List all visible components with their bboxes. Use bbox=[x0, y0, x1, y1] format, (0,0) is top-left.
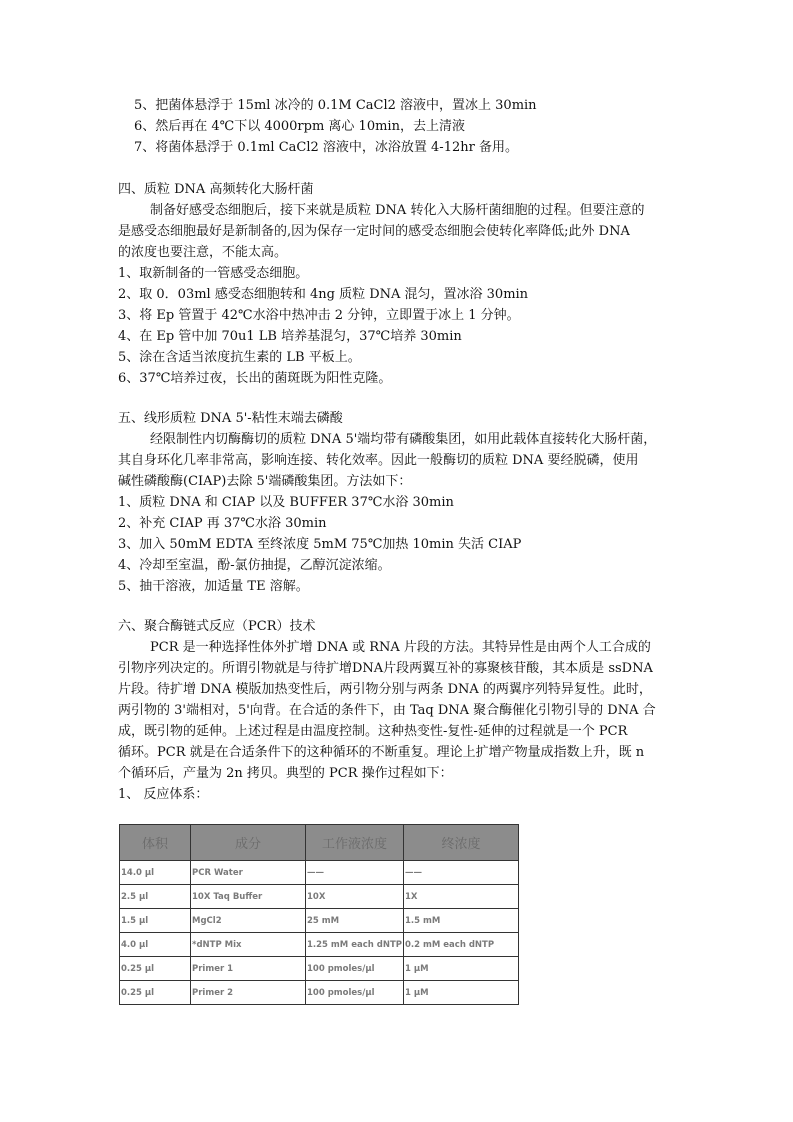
list-item: 5、把菌体悬浮于 15ml 冰冷的 0.1M CaCl2 溶液中，置冰上 30min bbox=[134, 98, 537, 113]
list-item: 6、然后再在 4℃下以 4000rpm 离心 10min，去上清液 bbox=[134, 119, 465, 134]
table-row bbox=[120, 933, 519, 957]
cell-working: 100 pmoles/µl bbox=[306, 981, 404, 1005]
table-row bbox=[120, 861, 519, 885]
cell-volume: 2.5 µl bbox=[120, 885, 191, 909]
cell-component: MgCl2 bbox=[191, 909, 306, 933]
reaction-table bbox=[119, 824, 519, 1005]
table-row bbox=[120, 885, 519, 909]
list-item: 3、加入 50mM EDTA 至终浓度 5mM 75℃加热 10min 失活 CIAP bbox=[118, 537, 522, 552]
list-item: 6、37℃培养过夜，长出的菌斑既为阳性克隆。 bbox=[118, 371, 392, 386]
section-heading: 五、线形质粒 DNA 5'-粘性末端去磷酸 bbox=[118, 411, 343, 426]
paragraph-line: 其自身环化几率非常高，影响连接、转化效率。因此一般酶切的质粒 DNA 要经脱磷，使用 bbox=[118, 453, 639, 468]
cell-volume: 4.0 µl bbox=[120, 933, 191, 957]
header-working-concentration: 工作液浓度 bbox=[306, 825, 404, 861]
list-item: 7、将菌体悬浮于 0.1ml CaCl2 溶液中，冰浴放置 4-12hr 备用。 bbox=[134, 140, 518, 155]
cell-final: 0.2 mM each dNTP bbox=[404, 933, 519, 957]
table-row bbox=[120, 957, 519, 981]
section-heading: 六、聚合酶链式反应（PCR）技术 bbox=[118, 619, 316, 634]
cell-component: PCR Water bbox=[191, 861, 306, 885]
cell-final: 1X bbox=[404, 885, 519, 909]
header-component: 成分 bbox=[191, 825, 306, 861]
list-item: 4、冷却至室温，酚-氯仿抽提，乙醇沉淀浓缩。 bbox=[118, 558, 391, 573]
paragraph-line: 制备好感受态细胞后，接下来就是质粒 DNA 转化入大肠杆菌细胞的过程。但要注意的 bbox=[150, 203, 645, 218]
paragraph-line: 个循环后，产量为 2n 拷贝。典型的 PCR 操作过程如下： bbox=[118, 766, 453, 781]
cell-final: 1 µM bbox=[404, 981, 519, 1005]
list-item: 4、在 Ep 管中加 70u1 LB 培养基混匀，37℃培养 30min bbox=[118, 329, 462, 344]
cell-component: Primer 1 bbox=[191, 957, 306, 981]
cell-volume: 14.0 µl bbox=[120, 861, 191, 885]
list-item: 2、取 0．03ml 感受态细胞转和 4ng 质粒 DNA 混匀，置冰浴 30min bbox=[118, 287, 529, 302]
cell-final: 1.5 mM bbox=[404, 909, 519, 933]
list-item: 3、将 Ep 管置于 42℃水浴中热冲击 2 分钟，立即置于冰上 1 分钟。 bbox=[118, 308, 520, 323]
paragraph-line: 两引物的 3'端相对，5'向背。在合适的条件下，由 Taq DNA 聚合酶催化引物引导的 DNA 合 bbox=[118, 703, 656, 718]
list-item: 1、取新制备的一管感受态细胞。 bbox=[118, 266, 309, 281]
paragraph-line: 是感受态细胞最好是新制备的,因为保存一定时间的感受态细胞会使转化率降低;此外 DNA bbox=[118, 224, 630, 239]
list-item: 1、质粒 DNA 和 CIAP 以及 BUFFER 37℃水浴 30min bbox=[118, 495, 454, 510]
cell-working: 10X bbox=[306, 885, 404, 909]
cell-component: Primer 2 bbox=[191, 981, 306, 1005]
paragraph-line: 的浓度也要注意，不能太高。 bbox=[118, 245, 288, 260]
cell-working: 100 pmoles/µl bbox=[306, 957, 404, 981]
cell-volume: 0.25 µl bbox=[120, 981, 191, 1005]
paragraph-line: 片段。待扩增 DNA 模版加热变性后，两引物分别与两条 DNA 的两翼序列特异复性。此时， bbox=[118, 682, 652, 697]
header-volume: 体积 bbox=[120, 825, 191, 861]
cell-volume: 0.25 µl bbox=[120, 957, 191, 981]
cell-final: —— bbox=[404, 861, 519, 885]
paragraph-line: 引物序列决定的。所谓引物就是与待扩增DNA片段两翼互补的寡聚核苷酸，其本质是 ssDNA bbox=[118, 661, 653, 676]
cell-working: 25 mM bbox=[306, 909, 404, 933]
paragraph-line: 经限制性内切酶酶切的质粒 DNA 5'端均带有磷酸集团，如用此载体直接转化大肠杆菌， bbox=[150, 432, 657, 447]
cell-volume: 1.5 µl bbox=[120, 909, 191, 933]
subheading: 1、 反应体系： bbox=[118, 787, 209, 802]
paragraph-line: PCR 是一种选择性体外扩增 DNA 或 RNA 片段的方法。其特异性是由两个人工合成的 bbox=[150, 640, 651, 655]
section-heading: 四、质粒 DNA 高频转化大肠杆菌 bbox=[118, 182, 314, 197]
list-item: 2、补充 CIAP 再 37℃水浴 30min bbox=[118, 516, 327, 531]
cell-working: 1.25 mM each dNTP bbox=[306, 933, 404, 957]
paragraph-line: 循环。PCR 就是在合适条件下的这种循环的不断重复。理论上扩增产物量成指数上升，既 n bbox=[118, 745, 645, 760]
cell-component: 10X Taq Buffer bbox=[191, 885, 306, 909]
paragraph-line: 成，既引物的延伸。上述过程是由温度控制。这种热变性-复性-延伸的过程就是一个 PCR bbox=[118, 724, 628, 739]
table-header-row bbox=[120, 825, 519, 861]
cell-component: *dNTP Mix bbox=[191, 933, 306, 957]
cell-working: —— bbox=[306, 861, 404, 885]
header-final-concentration: 终浓度 bbox=[404, 825, 519, 861]
cell-final: 1 µM bbox=[404, 957, 519, 981]
list-item: 5、涂在含适当浓度抗生素的 LB 平板上。 bbox=[118, 350, 361, 365]
table-row bbox=[120, 981, 519, 1005]
list-item: 5、抽干溶液，加适量 TE 溶解。 bbox=[118, 579, 309, 594]
table-row bbox=[120, 909, 519, 933]
paragraph-line: 碱性磷酸酶(CIAP)去除 5'端磷酸集团。方法如下： bbox=[118, 474, 412, 489]
